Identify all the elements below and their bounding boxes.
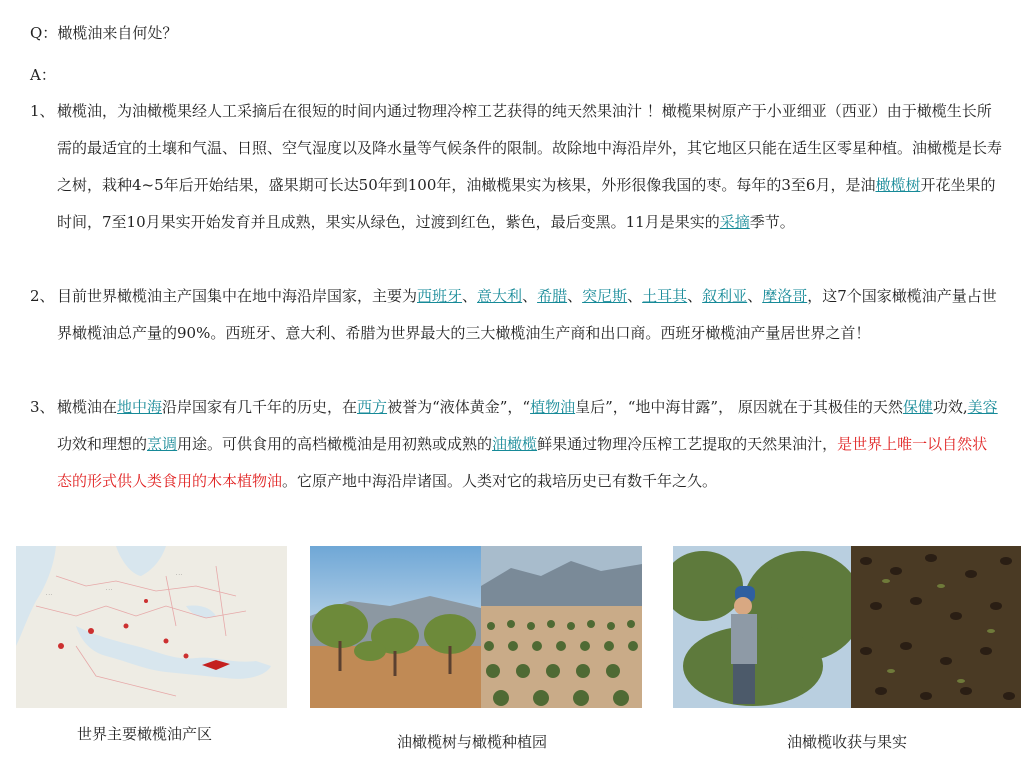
separator: 、 <box>462 287 478 305</box>
text-run: 橄榄油，为油橄榄果经人工采摘后在很短的时间内通过物理冷榨工艺获得的纯天然果油汁 ！橄榄果树原产于小亚细亚（西亚）由于橄榄生长所需的最适宜的土壤和气温、日照、空气湿度以及降水量等气候条件的限制。故除地中海沿岸外，其它地区只能在适生区零星种植。油橄榄是长寿之树，栽种4~5年后开始结果，盛果期可长达50年到100年，油橄榄果实为核果，外形很像我国的枣。每年的3至6月，是油 <box>57 102 1003 194</box>
link-italy[interactable]: 意大利 <box>477 287 523 305</box>
link-picking[interactable]: 采摘 <box>719 213 750 231</box>
separator: 、 <box>627 287 643 305</box>
question <box>30 22 177 43</box>
caption-trees: 油橄榄树与橄榄种植园 <box>397 733 548 751</box>
paragraph-body <box>30 278 1002 352</box>
text-run: 被誉为“液体黄金”，“ <box>387 398 531 416</box>
olive-trees-image <box>310 546 481 708</box>
caption-harvest: 油橄榄收获与果实 <box>787 733 908 751</box>
olive-plantation-image <box>481 546 642 708</box>
text-run: 目前世界橄榄油主产国集中在地中海沿岸国家，主要为 <box>57 287 418 305</box>
link-turkey[interactable]: 土耳其 <box>642 287 688 305</box>
question-text: 橄榄油来自何处？ <box>57 24 178 42</box>
paragraph-1 <box>30 93 1002 241</box>
link-tunisia[interactable]: 突尼斯 <box>582 287 628 305</box>
text-run: ，这7个国家橄榄油产量占世界橄榄油总产量的90%。西班牙、意大利、希腊为世界最大的三大橄榄油生产商和出口商。西班牙橄榄油产量居世界之首！ <box>57 287 997 342</box>
link-olive-fruit[interactable]: 油橄榄 <box>492 435 538 453</box>
link-greece[interactable]: 希腊 <box>537 287 568 305</box>
olive-harvest-image <box>673 546 851 708</box>
svg-text:· · ·: · · · <box>106 587 113 592</box>
separator: 、 <box>567 287 583 305</box>
link-morocco[interactable]: 摩洛哥 <box>762 287 808 305</box>
paragraph-body <box>30 93 1002 241</box>
text-run: 季节。 <box>749 213 795 231</box>
paragraph-2 <box>30 278 1002 352</box>
text-run: 沿岸国家有几千年的历史，在 <box>162 398 358 416</box>
link-spain[interactable]: 西班牙 <box>417 287 463 305</box>
text-run: 功效和理想的 <box>57 435 148 453</box>
text-run: 鲜果通过物理冷压榨工艺提取的天然果油汁， <box>537 435 838 453</box>
link-health[interactable]: 保健 <box>902 398 933 416</box>
separator: 、 <box>522 287 538 305</box>
separator: 、 <box>687 287 703 305</box>
text-run: 开花坐果的时间，7至10月果实开始发育并且成熟，果实从绿色，过渡到红色，紫色，最后变黑。11月是果实的 <box>57 176 996 231</box>
caption-map: 世界主要橄榄油产区 <box>77 725 213 743</box>
answer-label: A： <box>30 66 56 84</box>
svg-text:· · ·: · · · <box>176 572 183 577</box>
highlighted-text: 是世界上唯一以自然状态的形式供人类食用的木本植物油 <box>57 435 988 490</box>
link-west[interactable]: 西方 <box>357 398 388 416</box>
link-beauty[interactable]: 美容 <box>967 398 998 416</box>
text-run: 橄榄油在 <box>57 398 118 416</box>
text-run: 用途。可供食用的高档橄榄油是用初熟或成熟的 <box>177 435 493 453</box>
text-run: 。它原产地中海沿岸诸国。人类对它的栽培历史已有数千年之久。 <box>282 472 718 490</box>
text-run: 功效, <box>932 398 968 416</box>
paragraph-number: 1、 <box>30 102 55 120</box>
paragraph-number: 2、 <box>30 287 55 305</box>
paragraph-number: 3、 <box>30 398 55 416</box>
link-syria[interactable]: 叙利亚 <box>702 287 748 305</box>
olive-fruit-image <box>851 546 1021 708</box>
svg-text:· · ·: · · · <box>46 592 53 597</box>
text-run: 皇后”，“地中海甘露”， 原因就在于其极佳的天然 <box>575 398 903 416</box>
paragraph-body <box>30 389 1002 500</box>
link-mediterranean[interactable]: 地中海 <box>117 398 163 416</box>
link-cooking[interactable]: 烹调 <box>147 435 178 453</box>
link-vegetable-oil[interactable]: 植物油 <box>530 398 576 416</box>
separator: 、 <box>747 287 763 305</box>
link-olive-tree[interactable]: 橄榄树 <box>875 176 921 194</box>
question-label: Q： <box>30 24 58 42</box>
map-image <box>16 546 287 708</box>
paragraph-3 <box>30 389 1002 500</box>
